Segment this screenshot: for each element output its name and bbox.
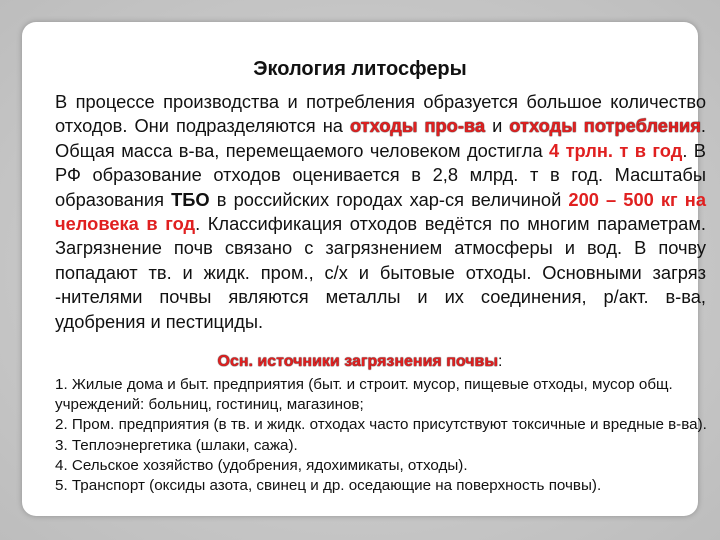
main-paragraph (55, 90, 706, 334)
highlight-consumption-waste: отходы потребления (509, 115, 701, 137)
sources-heading-label: Осн. источники загрязнения почвы (217, 353, 499, 370)
highlight-per-capita: 200 – 500 кг на человека в год (55, 188, 706, 235)
list-item: 3. Теплоэнергетика (шлаки, сажа). (55, 436, 298, 454)
paragraph-text-1: В процессе производства и потребления образуется большое количество отходов. Они подразделяются на (55, 91, 706, 137)
sources-heading (22, 353, 698, 371)
list-item: 5. Транспорт (оксиды азота, свинец и др. оседающие на поверхность почвы). (55, 477, 602, 495)
highlight-production-waste: отходы про-ва (349, 115, 486, 137)
list-item: 2. Пром. предприятия (в тв. и жидк. отходах часто присутствуют токсичные и вредные в-ва). (55, 416, 707, 434)
highlight-total-mass: 4 трлн. т в год (549, 139, 683, 161)
sources-heading-colon: : (498, 353, 503, 370)
paragraph-text-3: . Общая масса в-ва, перемещаемого человеком достигла (55, 115, 706, 161)
paragraph-text-2: и (485, 115, 510, 137)
content-card (22, 22, 707, 516)
slide-title: Экология литосферы (253, 58, 467, 80)
paragraph-text-5: в российских городах хар-ся величиной (209, 188, 569, 210)
paragraph-text-6: . Классификация отходов ведётся по многим параметрам. Загрязнение почв связано с загрязнением атмосферы и вод. В почву попадают тв. и жидк. пром., с/х и бытовые отходы. Основными загряз -нителями почвы являются металлы и их соединения, р/акт. в-ва, удобрения и пестициды. (55, 213, 706, 332)
sources-list (55, 375, 715, 496)
paragraph-text-4: . В РФ образование отходов оценивается в 2,8 млрд. т в год. Масштабы образования (55, 139, 706, 210)
list-item: 4. Сельское хозяйство (удобрения, ядохимикаты, отходы). (55, 456, 468, 474)
list-item: 1. Жилые дома и быт. предприятия (быт. и строит. мусор, пищевые отходы, мусор общ. учреждений: больниц, гостиниц, магазинов; (55, 376, 673, 414)
highlight-tbo: ТБО (171, 188, 210, 210)
